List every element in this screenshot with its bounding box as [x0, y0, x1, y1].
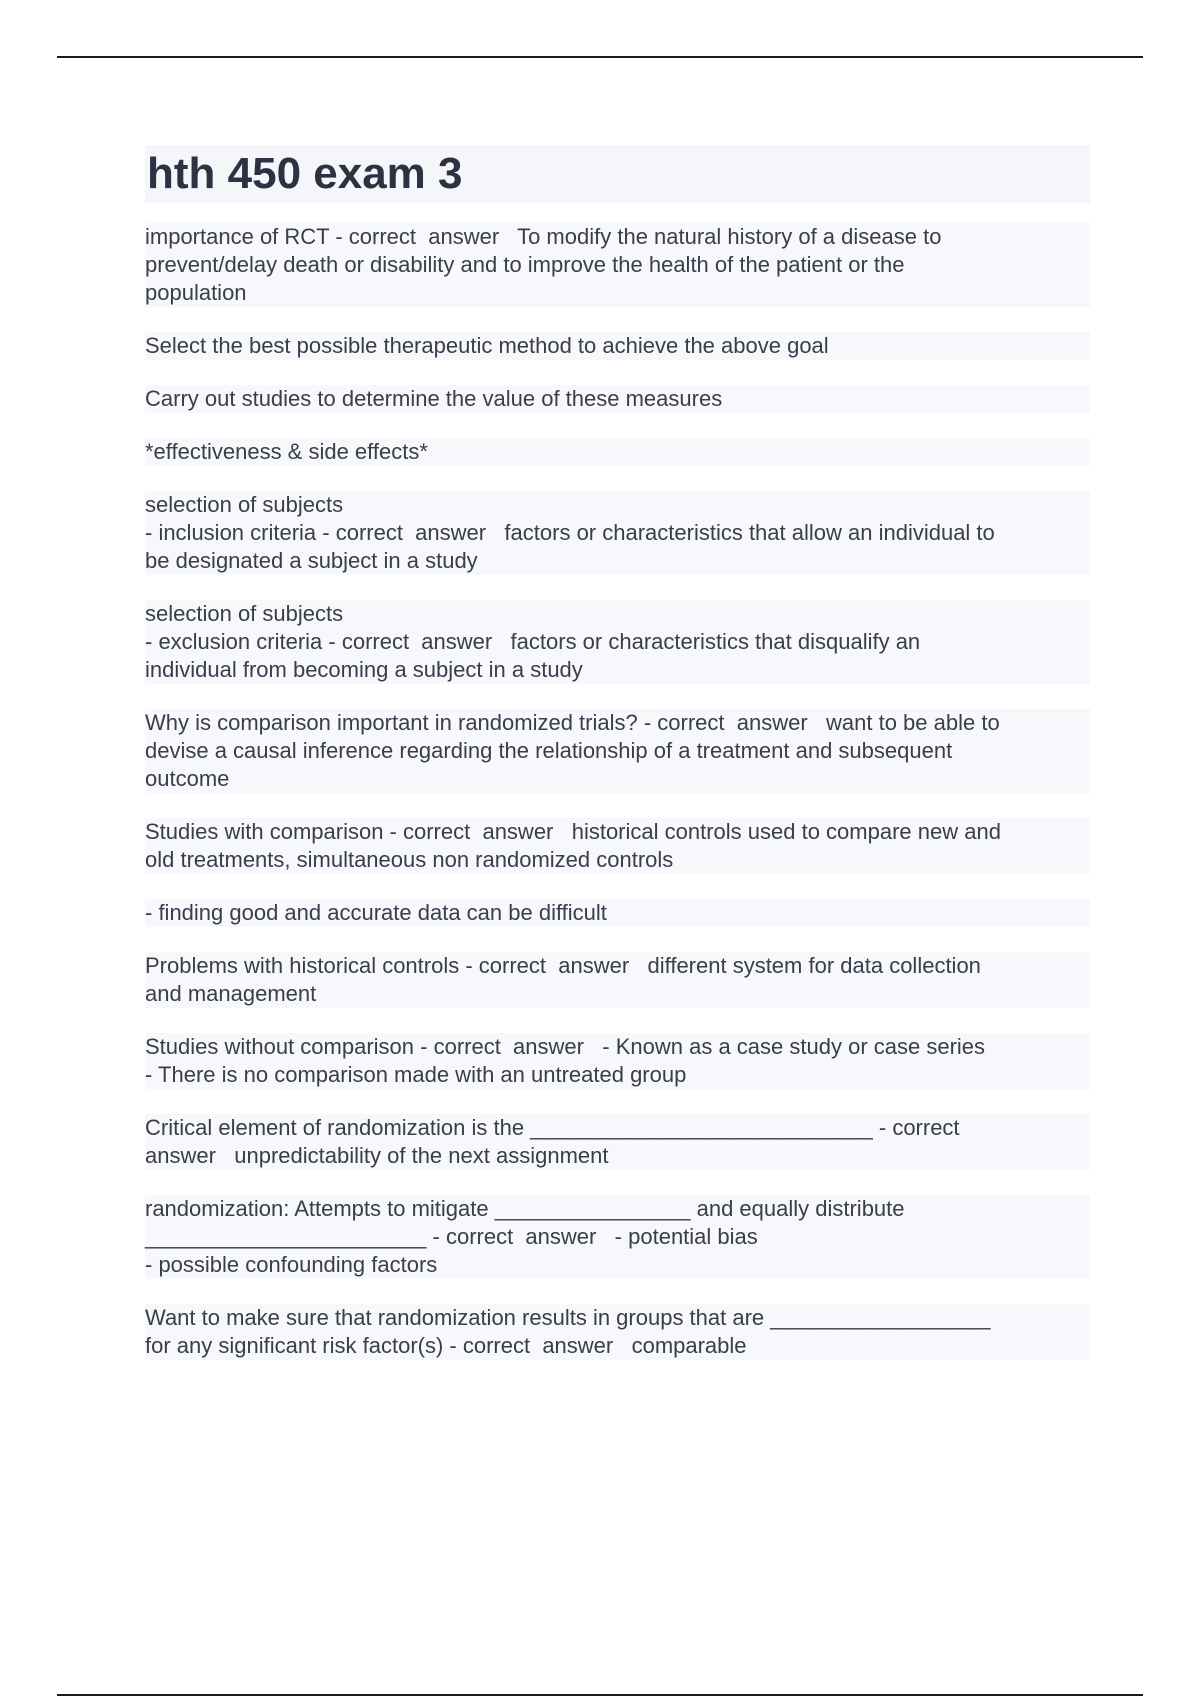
- card-line: outcome: [145, 765, 1090, 793]
- card-line: for any significant risk factor(s) - correct answer comparable: [145, 1332, 1090, 1360]
- card-line: prevent/delay death or disability and to improve the health of the patient or the: [145, 251, 1090, 279]
- card-line: individual from becoming a subject in a study: [145, 656, 1090, 684]
- card-line: - inclusion criteria - correct answer factors or characteristics that allow an individual to: [145, 519, 1090, 547]
- card-line: old treatments, simultaneous non randomized controls: [145, 846, 1090, 874]
- flashcard: [145, 491, 1090, 575]
- flashcard: [145, 818, 1090, 874]
- flashcard: [145, 899, 1090, 927]
- card-line: randomization: Attempts to mitigate ________________ and equally distribute: [145, 1195, 1090, 1223]
- card-line: and management: [145, 980, 1090, 1008]
- card-line: Select the best possible therapeutic method to achieve the above goal: [145, 332, 1090, 360]
- card-line: Studies without comparison - correct answer - Known as a case study or case series: [145, 1033, 1090, 1061]
- header-rule: [57, 56, 1143, 58]
- card-line: Critical element of randomization is the ____________________________ - correct: [145, 1114, 1090, 1142]
- flashcard: [145, 952, 1090, 1008]
- card-line: - exclusion criteria - correct answer factors or characteristics that disqualify an: [145, 628, 1090, 656]
- flashcard: [145, 600, 1090, 684]
- card-line: Why is comparison important in randomized trials? - correct answer want to be able to: [145, 709, 1090, 737]
- card-line: population: [145, 279, 1090, 307]
- flashcard: [145, 332, 1090, 360]
- flashcard: [145, 709, 1090, 793]
- card-line: selection of subjects: [145, 491, 1090, 519]
- flashcard: [145, 438, 1090, 466]
- card-line: answer unpredictability of the next assignment: [145, 1142, 1090, 1170]
- card-line: be designated a subject in a study: [145, 547, 1090, 575]
- card-line: - There is no comparison made with an untreated group: [145, 1061, 1090, 1089]
- document-title: hth 450 exam 3: [145, 145, 1090, 203]
- card-line: _______________________ - correct answer - potential bias: [145, 1223, 1090, 1251]
- flashcard: [145, 223, 1090, 307]
- card-line: Want to make sure that randomization results in groups that are __________________: [145, 1304, 1090, 1332]
- flashcard: [145, 385, 1090, 413]
- flashcard: [145, 1033, 1090, 1089]
- flashcard: [145, 1304, 1090, 1360]
- card-line: Carry out studies to determine the value of these measures: [145, 385, 1090, 413]
- card-line: selection of subjects: [145, 600, 1090, 628]
- card-line: - finding good and accurate data can be difficult: [145, 899, 1090, 927]
- document-body: [145, 145, 1090, 1385]
- footer-rule: [57, 1694, 1143, 1696]
- card-line: importance of RCT - correct answer To modify the natural history of a disease to: [145, 223, 1090, 251]
- card-line: - possible confounding factors: [145, 1251, 1090, 1279]
- flashcard: [145, 1114, 1090, 1170]
- card-line: Problems with historical controls - correct answer different system for data collection: [145, 952, 1090, 980]
- flashcard: [145, 1195, 1090, 1279]
- card-line: Studies with comparison - correct answer historical controls used to compare new and: [145, 818, 1090, 846]
- card-line: devise a causal inference regarding the relationship of a treatment and subsequent: [145, 737, 1090, 765]
- card-line: *effectiveness & side effects*: [145, 438, 1090, 466]
